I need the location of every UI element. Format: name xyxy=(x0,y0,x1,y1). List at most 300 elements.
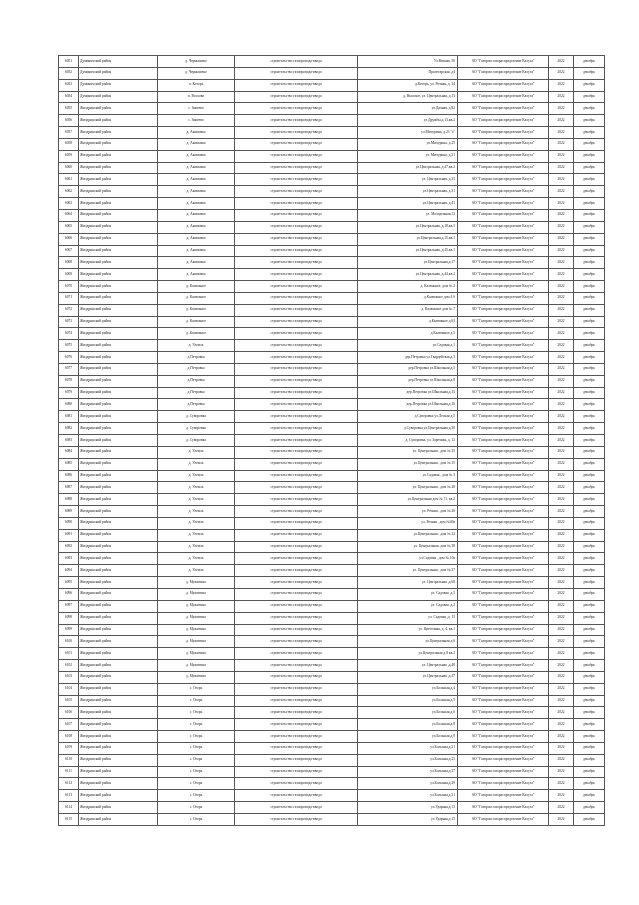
table-row xyxy=(59,435,605,447)
cell-month: декабрь xyxy=(574,115,605,127)
cell-settlement: с. Огорь xyxy=(158,731,235,743)
cell-district: Жиздринский район xyxy=(79,103,158,115)
cell-year: 2022 xyxy=(549,281,574,293)
cell-month: декабрь xyxy=(574,198,605,210)
cell-address: ул.Садовая д.1 xyxy=(358,340,458,352)
cell-work-type: строительство газопровода-ввода xyxy=(235,423,358,435)
cell-year: 2022 xyxy=(549,79,574,91)
cell-district: Жиздринский район xyxy=(79,648,158,660)
cell-settlement: д. Акимовка xyxy=(158,162,235,174)
cell-year: 2022 xyxy=(549,754,574,766)
cell-address: ул.Большая,д.4 xyxy=(358,683,458,695)
cell-address: ул. Мичурина, д.31 xyxy=(358,150,458,162)
cell-contractor: АО "Газпром газораспределение Калуга" xyxy=(458,660,549,672)
cell-row-number: 6056 xyxy=(59,115,79,127)
cell-settlement: д.Петровка xyxy=(158,363,235,375)
cell-district: Жиздринский район xyxy=(79,494,158,506)
cell-row-number: 6060 xyxy=(59,162,79,174)
cell-year: 2022 xyxy=(549,221,574,233)
cell-district: Жиздринский район xyxy=(79,588,158,600)
cell-row-number: 6098 xyxy=(59,612,79,624)
cell-settlement: д. Акимовка xyxy=(158,233,235,245)
cell-month: декабрь xyxy=(574,328,605,340)
cell-settlement: д. Калюжное xyxy=(158,281,235,293)
table-row xyxy=(59,56,605,68)
cell-contractor: АО "Газпром газораспределение Калуга" xyxy=(458,506,549,518)
cell-address: ул. Садовая ,д. 13 xyxy=(358,612,458,624)
cell-contractor: АО "Газпром газораспределение Калуга" xyxy=(458,221,549,233)
cell-work-type: строительство газопровода-ввода xyxy=(235,387,358,399)
table-row xyxy=(59,814,605,826)
cell-district: Жиздринский район xyxy=(79,707,158,719)
cell-contractor: АО "Газпром газораспределение Калуга" xyxy=(458,814,549,826)
cell-year: 2022 xyxy=(549,695,574,707)
cell-address: ул.Центральная,д.15,кв.1 xyxy=(358,233,458,245)
cell-work-type: строительство газопровода-ввода xyxy=(235,482,358,494)
cell-year: 2022 xyxy=(549,517,574,529)
cell-work-type: строительство газопровода-ввода xyxy=(235,731,358,743)
cell-settlement: д. Калюжное xyxy=(158,328,235,340)
cell-year: 2022 xyxy=(549,233,574,245)
cell-district: Жиздринский район xyxy=(79,814,158,826)
cell-address: ул. Центральная, дом № 38 xyxy=(358,541,458,553)
cell-settlement: д. Мужитино xyxy=(158,577,235,589)
cell-contractor: АО "Газпром газораспределение Калуга" xyxy=(458,577,549,589)
cell-address: ул.Мичурина, д.23 "а" xyxy=(358,127,458,139)
cell-month: декабрь xyxy=(574,458,605,470)
cell-row-number: 6089 xyxy=(59,506,79,518)
cell-contractor: АО "Газпром газораспределение Калуга" xyxy=(458,648,549,660)
cell-row-number: 6107 xyxy=(59,719,79,731)
table-row xyxy=(59,458,605,470)
cell-settlement: д. Улемль xyxy=(158,494,235,506)
cell-row-number: 6077 xyxy=(59,363,79,375)
cell-district: Жиздринский район xyxy=(79,127,158,139)
cell-district: Жиздринский район xyxy=(79,565,158,577)
cell-year: 2022 xyxy=(549,577,574,589)
cell-work-type: строительство газопровода-ввода xyxy=(235,198,358,210)
table-row xyxy=(59,446,605,458)
cell-year: 2022 xyxy=(549,328,574,340)
cell-contractor: АО "Газпром газораспределение Калуга" xyxy=(458,363,549,375)
cell-contractor: АО "Газпром газораспределение Калуга" xyxy=(458,766,549,778)
cell-settlement: д. Мужитино xyxy=(158,600,235,612)
cell-contractor: АО "Газпром газораспределение Калуга" xyxy=(458,529,549,541)
cell-year: 2022 xyxy=(549,174,574,186)
cell-month: декабрь xyxy=(574,446,605,458)
cell-address: ул. Садовая ,д.5 xyxy=(358,588,458,600)
cell-settlement: д. Улемль xyxy=(158,506,235,518)
table-row xyxy=(59,588,605,600)
table-row xyxy=(59,138,605,150)
cell-row-number: 6099 xyxy=(59,624,79,636)
cell-year: 2022 xyxy=(549,138,574,150)
cell-settlement: д. Чернышено xyxy=(158,67,235,79)
cell-row-number: 6090 xyxy=(59,517,79,529)
cell-contractor: АО "Газпром газораспределение Калуга" xyxy=(458,565,549,577)
cell-contractor: АО "Газпром газораспределение Калуга" xyxy=(458,411,549,423)
table-row xyxy=(59,127,605,139)
cell-district: Жиздринский район xyxy=(79,363,158,375)
cell-row-number: 6052 xyxy=(59,67,79,79)
cell-month: декабрь xyxy=(574,387,605,399)
cell-contractor: АО "Газпром газораспределение Калуга" xyxy=(458,446,549,458)
cell-month: декабрь xyxy=(574,790,605,802)
table-row xyxy=(59,174,605,186)
cell-address: ул.Большая,д.27 xyxy=(358,766,458,778)
table-row xyxy=(59,91,605,103)
table-row xyxy=(59,387,605,399)
cell-district: Жиздринский район xyxy=(79,281,158,293)
cell-address: д.Калюжное д.5 xyxy=(358,328,458,340)
cell-work-type: строительство газопровода-ввода xyxy=(235,588,358,600)
cell-year: 2022 xyxy=(549,103,574,115)
table-row xyxy=(59,624,605,636)
cell-address: ул.Центральная ,д.47 xyxy=(358,671,458,683)
cell-work-type: строительство газопровода-ввода xyxy=(235,529,358,541)
cell-district: Жиздринский район xyxy=(79,257,158,269)
table-row xyxy=(59,115,605,127)
cell-row-number: 6070 xyxy=(59,281,79,293)
cell-address: ул.Центральная, д.44,кв.2 xyxy=(358,269,458,281)
cell-contractor: АО "Газпром газораспределение Калуга" xyxy=(458,304,549,316)
cell-row-number: 6082 xyxy=(59,423,79,435)
cell-address: ул.Ударная,д.13 xyxy=(358,802,458,814)
cell-district: Жиздринский район xyxy=(79,683,158,695)
cell-month: декабрь xyxy=(574,470,605,482)
cell-row-number: 6115 xyxy=(59,814,79,826)
cell-contractor: АО "Газпром газораспределение Калуга" xyxy=(458,115,549,127)
cell-contractor: АО "Газпром газораспределение Калуга" xyxy=(458,435,549,447)
cell-contractor: АО "Газпром газораспределение Калуга" xyxy=(458,387,549,399)
cell-row-number: 6073 xyxy=(59,316,79,328)
cell-row-number: 6055 xyxy=(59,103,79,115)
cell-district: Жиздринский район xyxy=(79,150,158,162)
cell-work-type: строительство газопровода-ввода xyxy=(235,304,358,316)
cell-district: Жиздринский район xyxy=(79,375,158,387)
cell-district: Жиздринский район xyxy=(79,636,158,648)
cell-district: Жиздринский район xyxy=(79,138,158,150)
cell-address: ул.Дачная, д.82 xyxy=(358,103,458,115)
cell-contractor: АО "Газпром газораспределение Калуга" xyxy=(458,494,549,506)
table-row xyxy=(59,719,605,731)
cell-work-type: строительство газопровода-ввода xyxy=(235,577,358,589)
cell-year: 2022 xyxy=(549,209,574,221)
cell-district: Жиздринский район xyxy=(79,612,158,624)
table-row xyxy=(59,340,605,352)
cell-address: ул.Центральная дом № 11, кв.2 xyxy=(358,494,458,506)
cell-contractor: АО "Газпром газораспределение Калуга" xyxy=(458,174,549,186)
cell-month: декабрь xyxy=(574,565,605,577)
cell-row-number: 6085 xyxy=(59,458,79,470)
cell-row-number: 6053 xyxy=(59,79,79,91)
cell-settlement: д. Суворовка xyxy=(158,435,235,447)
table-row xyxy=(59,411,605,423)
cell-contractor: АО "Газпром газораспределение Калуга" xyxy=(458,281,549,293)
cell-year: 2022 xyxy=(549,269,574,281)
cell-contractor: АО "Газпром газораспределение Калуга" xyxy=(458,186,549,198)
cell-settlement: д. Улемль xyxy=(158,529,235,541)
table-row xyxy=(59,103,605,115)
cell-address: ул. Речная , дом №40а xyxy=(358,517,458,529)
table-row xyxy=(59,375,605,387)
cell-month: декабрь xyxy=(574,778,605,790)
cell-settlement: д. Улемль xyxy=(158,517,235,529)
cell-row-number: 6110 xyxy=(59,754,79,766)
table-row xyxy=(59,209,605,221)
cell-contractor: АО "Газпром газораспределение Калуга" xyxy=(458,340,549,352)
cell-work-type: строительство газопровода-ввода xyxy=(235,802,358,814)
cell-work-type: строительство газопровода-ввода xyxy=(235,600,358,612)
cell-address: ул.Большая,д.5 xyxy=(358,695,458,707)
cell-contractor: АО "Газпром газораспределение Калуга" xyxy=(458,233,549,245)
cell-address: ул. Центральная ,д.48 xyxy=(358,660,458,672)
cell-row-number: 6097 xyxy=(59,600,79,612)
cell-month: декабрь xyxy=(574,233,605,245)
cell-row-number: 6065 xyxy=(59,221,79,233)
table-row xyxy=(59,731,605,743)
cell-month: декабрь xyxy=(574,269,605,281)
cell-district: Жиздринский район xyxy=(79,695,158,707)
cell-row-number: 6100 xyxy=(59,636,79,648)
cell-month: декабрь xyxy=(574,127,605,139)
cell-month: декабрь xyxy=(574,707,605,719)
cell-month: декабрь xyxy=(574,363,605,375)
cell-row-number: 6095 xyxy=(59,577,79,589)
cell-work-type: строительство газопровода-ввода xyxy=(235,79,358,91)
cell-address: ул.Центральная, д.41 xyxy=(358,198,458,210)
cell-month: декабрь xyxy=(574,600,605,612)
table-row xyxy=(59,67,605,79)
cell-address: ул.Большая,д.8 xyxy=(358,719,458,731)
cell-settlement: д. Мужитино xyxy=(158,648,235,660)
table-row xyxy=(59,281,605,293)
cell-settlement: д. Акимовка xyxy=(158,209,235,221)
cell-district: Думиничский район xyxy=(79,91,158,103)
cell-contractor: АО "Газпром газораспределение Калуга" xyxy=(458,198,549,210)
cell-address: Ул.Вишни, 50 xyxy=(358,56,458,68)
cell-work-type: строительство газопровода-ввода xyxy=(235,541,358,553)
gas-connection-table xyxy=(58,55,605,826)
cell-district: Жиздринский район xyxy=(79,577,158,589)
cell-year: 2022 xyxy=(549,482,574,494)
cell-settlement: с. Огорь xyxy=(158,790,235,802)
cell-month: декабрь xyxy=(574,150,605,162)
cell-work-type: строительство газопровода-ввода xyxy=(235,707,358,719)
cell-month: декабрь xyxy=(574,624,605,636)
cell-year: 2022 xyxy=(549,494,574,506)
cell-settlement: с. Огорь xyxy=(158,719,235,731)
cell-district: Жиздринский район xyxy=(79,482,158,494)
cell-district: Жиздринский район xyxy=(79,411,158,423)
cell-row-number: 6084 xyxy=(59,446,79,458)
cell-month: декабрь xyxy=(574,577,605,589)
cell-settlement: д. Акимовка xyxy=(158,221,235,233)
table-row xyxy=(59,328,605,340)
cell-year: 2022 xyxy=(549,671,574,683)
cell-settlement: д. Калюжное xyxy=(158,292,235,304)
cell-district: Жиздринский район xyxy=(79,387,158,399)
table-row xyxy=(59,790,605,802)
table-row xyxy=(59,541,605,553)
cell-district: Жиздринский район xyxy=(79,790,158,802)
cell-row-number: 6103 xyxy=(59,671,79,683)
cell-month: декабрь xyxy=(574,802,605,814)
cell-work-type: строительство газопровода-ввода xyxy=(235,814,358,826)
cell-settlement: д. Улемль xyxy=(158,446,235,458)
cell-year: 2022 xyxy=(549,636,574,648)
table-row xyxy=(59,671,605,683)
table-row xyxy=(59,565,605,577)
cell-address: ул.Ударная,д.15 xyxy=(358,814,458,826)
cell-address: дер.Петровка ул.Школьная,д.15 xyxy=(358,387,458,399)
cell-settlement: с. Огорь xyxy=(158,754,235,766)
cell-row-number: 6074 xyxy=(59,328,79,340)
cell-contractor: АО "Газпром газораспределение Калуга" xyxy=(458,91,549,103)
cell-contractor: АО "Газпром газораспределение Калуга" xyxy=(458,127,549,139)
cell-work-type: строительство газопровода-ввода xyxy=(235,150,358,162)
table-row xyxy=(59,660,605,672)
cell-month: декабрь xyxy=(574,91,605,103)
cell-year: 2022 xyxy=(549,411,574,423)
cell-district: Жиздринский район xyxy=(79,742,158,754)
cell-contractor: АО "Газпром газораспределение Калуга" xyxy=(458,245,549,257)
cell-address: дер.Петровка ул.Гвардейская,д.1 xyxy=(358,352,458,364)
cell-contractor: АО "Газпром газораспределение Калуга" xyxy=(458,79,549,91)
cell-district: Жиздринский район xyxy=(79,233,158,245)
cell-contractor: АО "Газпром газораспределение Калуга" xyxy=(458,553,549,565)
table-row xyxy=(59,553,605,565)
cell-year: 2022 xyxy=(549,707,574,719)
cell-row-number: 6091 xyxy=(59,529,79,541)
cell-settlement: д. Акимовка xyxy=(158,269,235,281)
table-row xyxy=(59,600,605,612)
cell-row-number: 6079 xyxy=(59,387,79,399)
cell-address: ул.Садовая , дом № 10а xyxy=(358,553,458,565)
cell-work-type: строительство газопровода-ввода xyxy=(235,565,358,577)
cell-district: Жиздринский район xyxy=(79,435,158,447)
cell-row-number: 6088 xyxy=(59,494,79,506)
cell-contractor: АО "Газпром газораспределение Калуга" xyxy=(458,790,549,802)
cell-contractor: АО "Газпром газораспределение Калуга" xyxy=(458,399,549,411)
cell-year: 2022 xyxy=(549,683,574,695)
cell-month: декабрь xyxy=(574,186,605,198)
cell-district: Жиздринский район xyxy=(79,316,158,328)
cell-work-type: строительство газопровода-ввода xyxy=(235,766,358,778)
table-row xyxy=(59,494,605,506)
cell-district: Жиздринский район xyxy=(79,529,158,541)
cell-year: 2022 xyxy=(549,660,574,672)
cell-contractor: АО "Газпром газораспределение Калуга" xyxy=(458,482,549,494)
cell-settlement: д. Акимовка xyxy=(158,245,235,257)
cell-settlement: д. Улемль xyxy=(158,340,235,352)
cell-row-number: 6113 xyxy=(59,790,79,802)
cell-work-type: строительство газопровода-ввода xyxy=(235,648,358,660)
cell-settlement: д. Чернышено xyxy=(158,56,235,68)
cell-row-number: 6111 xyxy=(59,766,79,778)
cell-year: 2022 xyxy=(549,292,574,304)
table-row xyxy=(59,695,605,707)
table-row xyxy=(59,517,605,529)
cell-row-number: 6067 xyxy=(59,245,79,257)
cell-month: декабрь xyxy=(574,814,605,826)
cell-month: декабрь xyxy=(574,482,605,494)
cell-row-number: 6051 xyxy=(59,56,79,68)
cell-year: 2022 xyxy=(549,541,574,553)
table-row xyxy=(59,399,605,411)
cell-month: декабрь xyxy=(574,411,605,423)
cell-settlement: с. Огорь xyxy=(158,802,235,814)
cell-row-number: 6081 xyxy=(59,411,79,423)
cell-row-number: 6101 xyxy=(59,648,79,660)
cell-work-type: строительство газопровода-ввода xyxy=(235,352,358,364)
cell-district: Жиздринский район xyxy=(79,766,158,778)
cell-year: 2022 xyxy=(549,340,574,352)
cell-work-type: строительство газопровода-ввода xyxy=(235,660,358,672)
cell-district: Жиздринский район xyxy=(79,541,158,553)
cell-contractor: АО "Газпром газораспределение Калуга" xyxy=(458,517,549,529)
cell-month: декабрь xyxy=(574,174,605,186)
cell-year: 2022 xyxy=(549,719,574,731)
cell-year: 2022 xyxy=(549,742,574,754)
cell-year: 2022 xyxy=(549,446,574,458)
cell-year: 2022 xyxy=(549,553,574,565)
cell-month: декабрь xyxy=(574,719,605,731)
cell-settlement: д. Улемль xyxy=(158,470,235,482)
cell-year: 2022 xyxy=(549,766,574,778)
cell-month: декабрь xyxy=(574,766,605,778)
cell-work-type: строительство газопровода-ввода xyxy=(235,363,358,375)
cell-contractor: АО "Газпром газораспределение Калуга" xyxy=(458,707,549,719)
cell-address: д. Суворовка, ул. Заречная, д. 12 xyxy=(358,435,458,447)
table-row xyxy=(59,245,605,257)
cell-contractor: АО "Газпром газораспределение Калуга" xyxy=(458,458,549,470)
cell-contractor: АО "Газпром газораспределение Калуга" xyxy=(458,754,549,766)
cell-work-type: строительство газопровода-ввода xyxy=(235,292,358,304)
cell-contractor: АО "Газпром газораспределение Калуга" xyxy=(458,802,549,814)
cell-address: ул.Центральная,д.17 xyxy=(358,257,458,269)
cell-contractor: АО "Газпром газораспределение Калуга" xyxy=(458,67,549,79)
cell-work-type: строительство газопровода-ввода xyxy=(235,683,358,695)
cell-address: ул. Садовая ,д.2 xyxy=(358,600,458,612)
cell-work-type: строительство газопровода-ввода xyxy=(235,719,358,731)
cell-work-type: строительство газопровода-ввода xyxy=(235,316,358,328)
cell-settlement: д. Акимовка xyxy=(158,186,235,198)
cell-year: 2022 xyxy=(549,648,574,660)
cell-year: 2022 xyxy=(549,731,574,743)
cell-year: 2022 xyxy=(549,565,574,577)
cell-work-type: строительство газопровода-ввода xyxy=(235,138,358,150)
cell-settlement: д. Улемль xyxy=(158,553,235,565)
cell-contractor: АО "Газпром газораспределение Калуга" xyxy=(458,269,549,281)
cell-district: Жиздринский район xyxy=(79,269,158,281)
cell-address: д.Которь, ул. Речная, д. 34 xyxy=(358,79,458,91)
cell-month: декабрь xyxy=(574,671,605,683)
cell-work-type: строительство газопровода-ввода xyxy=(235,435,358,447)
cell-work-type: строительство газопровода-ввода xyxy=(235,790,358,802)
cell-month: декабрь xyxy=(574,612,605,624)
cell-district: Жиздринский район xyxy=(79,470,158,482)
cell-address: дер.Петровка ул.Школьная,д.8 xyxy=(358,375,458,387)
cell-month: декабрь xyxy=(574,636,605,648)
cell-month: декабрь xyxy=(574,754,605,766)
cell-settlement: д. Акимовка xyxy=(158,174,235,186)
cell-settlement: д.Петровка xyxy=(158,387,235,399)
cell-contractor: АО "Газпром газораспределение Калуга" xyxy=(458,778,549,790)
cell-row-number: 6092 xyxy=(59,541,79,553)
cell-address: ул.Центральная , дом № 22 xyxy=(358,529,458,541)
cell-month: декабрь xyxy=(574,316,605,328)
